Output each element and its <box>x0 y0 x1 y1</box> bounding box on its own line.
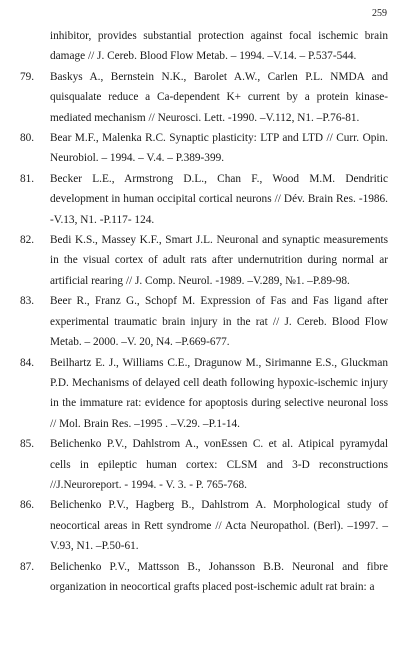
reference-continuation-text: inhibitor, provides substantial protection against focal ischemic brain damage // J. Cereb. Blood Flow Metab. – 1994. –V.14. – P.537-544. <box>50 30 388 63</box>
reference-item-80 <box>20 128 388 169</box>
reference-item-79 <box>20 67 388 128</box>
reference-number: 85. <box>20 438 35 451</box>
reference-item-87 <box>20 557 388 598</box>
reference-item-83 <box>20 291 388 352</box>
reference-item-84 <box>20 353 388 435</box>
reference-text: Belichenko P.V., Dahlstrom A., vonEssen C. et al. Atipical pyramydal cells in epileptic human cortex: CLSM and 3-D reconstructions //J.Neuroreport. - 1994. - V. 3. - P. 765-768. <box>50 438 388 491</box>
reference-number: 81. <box>20 172 35 185</box>
reference-text: Becker L.E., Armstrong D.L., Chan F., Wood M.M. Dendritic development in human occipital cortical neurons // Dév. Brain Res. -1986. -V.13, N1. -P.117- 124. <box>50 172 388 226</box>
reference-text: Bear M.F., Malenka R.C. Synaptic plasticity: LTP and LTD // Curr. Opin. Neurobiol. – 1994. – V.4. – P.389-399. <box>50 132 388 165</box>
reference-text: Beer R., Franz G., Schopf M. Expression of Fas and Fas ligand after experimental traumatic brain injury in the rat // J. Cereb. Blood Flow Metab. – 2000. –V. 20, N4. –P.669-677. <box>50 295 388 349</box>
reference-number: 87. <box>20 560 35 573</box>
reference-text: Beilhartz E. J., Williams C.E., Dragunow M., Sirimanne E.S., Gluckman P.D. Mechanisms of delayed cell death following hypoxic-ischemic injury in the immature rat: evidence for apoptosis during selective neuronal loss // Mol. Brain Res. –1995 . –V.29. –P.1-14. <box>50 356 388 430</box>
reference-number: 84. <box>20 356 35 369</box>
reference-item-86 <box>20 495 388 556</box>
reference-number: 83. <box>20 295 35 308</box>
reference-continuation <box>20 26 388 67</box>
reference-item-81 <box>20 169 388 230</box>
reference-list <box>20 26 388 597</box>
reference-number: 86. <box>20 499 35 512</box>
reference-number: 80. <box>20 132 35 145</box>
reference-text: Baskys A., Bernstein N.K., Barolet A.W., Carlen P.L. NMDA and quisqualate reduce a Ca-dependent K+ current by a protein kinase-mediated mechanism // Neurosci. Lett. -1990. –V.112, N1. –P.76-81. <box>50 70 388 124</box>
reference-text: Belichenko P.V., Hagberg B., Dahlstrom A. Morphological study of neocortical areas in Rett syndrome // Acta Neuropathol. (Berl). –1997. – V.93, N1. –P.50-61. <box>50 499 388 553</box>
reference-text: Bedi K.S., Massey K.F., Smart J.L. Neuronal and synaptic measurements in the visual cortex of adult rats after undernutrition during normal ar artificial rearing // J. Comp. Neurol. -1989. –V.289, №1. –P.89-98. <box>50 234 388 287</box>
reference-text: Belichenko P.V., Mattsson B., Johansson B.B. Neuronal and fibre organization in neocortical grafts placed post-ischemic adult rat brain: a <box>50 560 388 593</box>
reference-item-85 <box>20 434 388 495</box>
reference-number: 82. <box>20 234 35 247</box>
page-number: 259 <box>372 8 387 19</box>
reference-item-82 <box>20 230 388 291</box>
reference-number: 79. <box>20 70 35 83</box>
